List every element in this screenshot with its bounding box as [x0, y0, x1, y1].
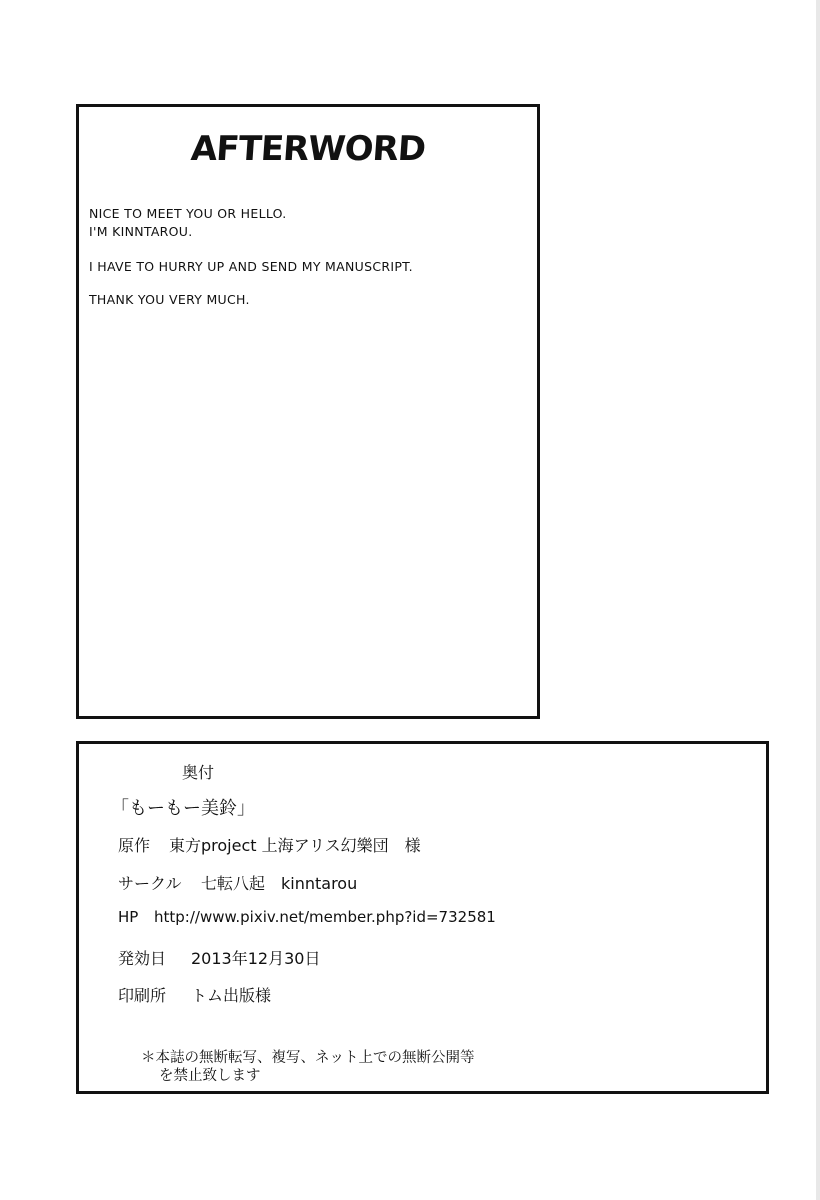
- date-value: 2013年12月30日: [191, 949, 321, 968]
- book-title: 「もーもー美鈴」: [111, 798, 255, 819]
- notice-line: を禁止致します: [159, 1068, 261, 1084]
- page-edge: [816, 0, 820, 1200]
- original-value: 東方project 上海アリス幻樂団 様: [169, 836, 421, 855]
- colophon-heading: 奥付: [182, 763, 215, 782]
- afterword-line: NICE TO MEET YOU OR HELLO.: [89, 206, 287, 221]
- circle-value: 七転八起 kinntarou: [201, 874, 358, 893]
- printer-value: トム出版様: [191, 986, 272, 1005]
- colophon-box: [76, 741, 769, 1094]
- afterword-line: I'M KINNTAROU.: [89, 224, 193, 239]
- afterword-line: I HAVE TO HURRY UP AND SEND MY MANUSCRIPT.: [89, 259, 413, 274]
- afterword-line: THANK YOU VERY MUCH.: [89, 292, 250, 307]
- notice-line: ＊本誌の無断転写、複写、ネット上での無断公開等: [141, 1050, 475, 1066]
- hp-link[interactable]: http://www.pixiv.net/member.php?id=732581: [154, 908, 496, 926]
- afterword-box: [76, 104, 540, 719]
- printer-label: 印刷所: [118, 986, 167, 1005]
- circle-label: サークル: [118, 874, 182, 893]
- hp-label: HP: [118, 908, 139, 926]
- original-label: 原作: [118, 836, 151, 855]
- date-label: 発効日: [118, 949, 167, 968]
- afterword-title: AFTERWORD: [189, 129, 427, 169]
